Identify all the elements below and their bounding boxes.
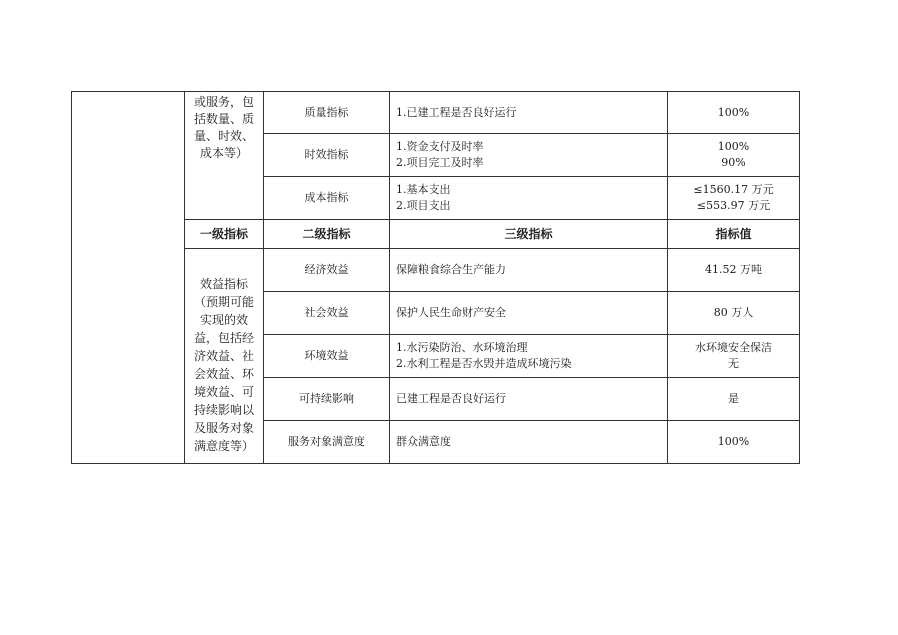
value-cell: 80 万人 [668,292,800,335]
level3-cell: 群众满意度 [390,421,668,464]
level3-cell: 1.已建工程是否良好运行 [390,92,668,134]
level3-cell: 保护人民生命财产安全 [390,292,668,335]
value-cell: ≤1560.17 万元 ≤553.97 万元 [668,177,800,220]
level2-cell: 时效指标 [264,134,390,177]
header-level2: 二级指标 [264,220,390,249]
level3-cell: 1.基本支出 2.项目支出 [390,177,668,220]
level3-cell: 1.资金支付及时率 2.项目完工及时率 [390,134,668,177]
value-cell: 41.52 万吨 [668,249,800,292]
level2-cell: 质量指标 [264,92,390,134]
value-cell: 水环境安全保洁 无 [668,335,800,378]
level2-cell: 环境效益 [264,335,390,378]
header-level1: 一级指标 [185,220,264,249]
value-cell: 100% [668,421,800,464]
level2-cell: 经济效益 [264,249,390,292]
level3-cell: 保障粮食综合生产能力 [390,249,668,292]
level2-cell: 成本指标 [264,177,390,220]
value-cell: 100% [668,92,800,134]
level2-cell: 可持续影响 [264,378,390,421]
header-value: 指标值 [668,220,800,249]
level2-cell: 服务对象满意度 [264,421,390,464]
table-row [72,92,800,134]
performance-indicator-table [71,91,800,464]
level3-cell: 已建工程是否良好运行 [390,378,668,421]
outer-left-cell [72,92,185,464]
benefit-indicator-desc-cell: 效益指标 （预期可能 实现的效 益，包括经 济效益、社 会效益、环 境效益、可 持续影响以 及服务对象 满意度等） [185,249,264,464]
output-indicator-desc-cell: 或服务，包 括数量、质 量、时效、 成本等） [185,92,264,220]
level3-cell: 1.水污染防治、水环境治理 2.水利工程是否水毁并造成环境污染 [390,335,668,378]
header-level3: 三级指标 [390,220,668,249]
value-cell: 100% 90% [668,134,800,177]
value-cell: 是 [668,378,800,421]
level2-cell: 社会效益 [264,292,390,335]
